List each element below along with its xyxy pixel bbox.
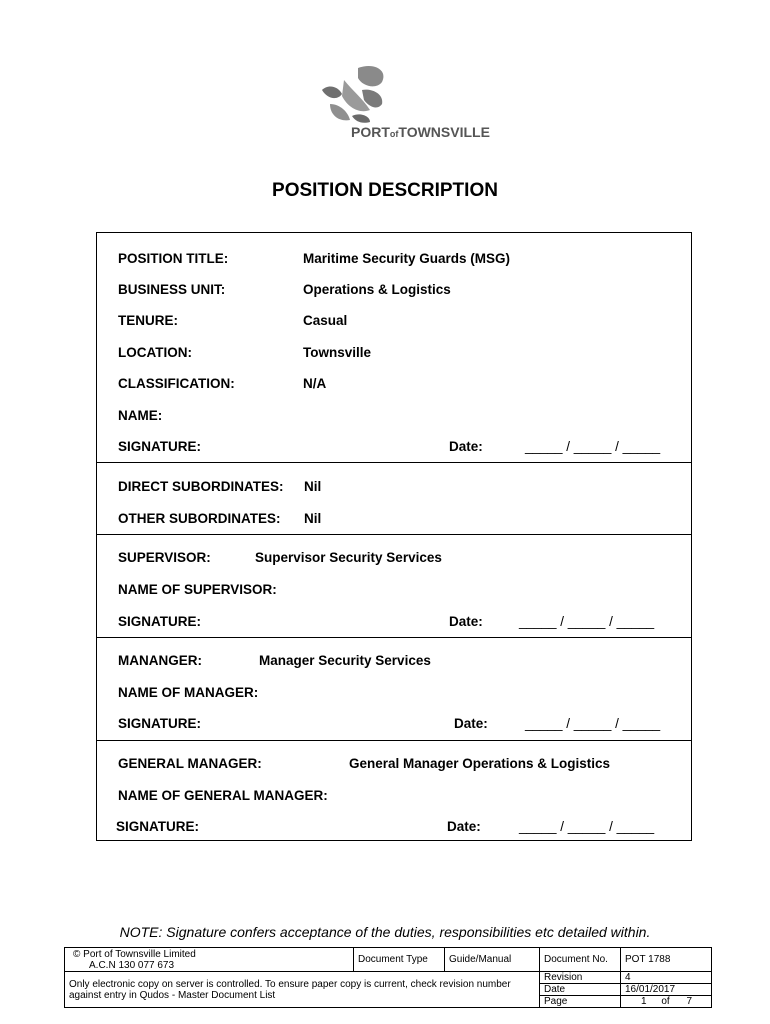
manager-signature-label: SIGNATURE: [118,716,201,731]
section-divider [97,637,691,638]
location-label: LOCATION: [118,345,192,360]
supervisor-label: SUPERVISOR: [118,550,211,565]
doc-no-label: Document No. [540,948,621,972]
general-manager-label: GENERAL MANAGER: [118,756,262,771]
date-label-footer: Date [540,984,621,996]
manager-date-blank: _____ / _____ / _____ [525,716,661,731]
logo-text-port: PORT [351,124,390,140]
signature-label: SIGNATURE: [118,439,201,454]
position-form [96,232,692,841]
gm-date-blank: _____ / _____ / _____ [519,819,655,834]
date-value-footer: 16/01/2017 [621,984,712,996]
direct-subordinates-label: DIRECT SUBORDINATES: [118,479,284,494]
general-manager-value: General Manager Operations & Logistics [349,756,611,771]
logo-text-townsville: TOWNSVILLE [398,124,490,140]
company-acn: A.C.N 130 077 673 [89,959,175,971]
revision-value: 4 [621,972,712,984]
name-label: NAME: [118,408,163,423]
signature-note: NOTE: Signature confers acceptance of the duties, responsibilities etc detailed within. [119,924,651,940]
business-unit-value: Operations & Logistics [303,282,451,297]
manager-value: Manager Security Services [259,653,431,668]
name-of-general-manager-label: NAME OF GENERAL MANAGER: [118,788,328,803]
location-value: Townsville [303,345,372,360]
classification-label: CLASSIFICATION: [118,376,235,391]
section-divider [97,534,691,535]
other-subordinates-label: OTHER SUBORDINATES: [118,511,281,526]
position-title-value: Maritime Security Guards (MSG) [303,251,511,266]
name-of-supervisor-label: NAME OF SUPERVISOR: [118,582,277,597]
page-total: 7 [686,996,693,1007]
control-note: Only electronic copy on server is controlled. To ensure paper copy is current, check revision number against entry in Qudos - Master Document List [65,972,540,1008]
position-title-label: POSITION TITLE: [118,251,229,266]
logo-wordmark [351,124,490,140]
supervisor-value: Supervisor Security Services [255,550,442,565]
name-of-manager-label: NAME OF MANAGER: [118,685,259,700]
manager-label: MANANGER: [118,653,202,668]
doc-no-value: POT 1788 [621,948,712,972]
supervisor-date-blank: _____ / _____ / _____ [519,614,655,629]
date-blank-field: _____ / _____ / _____ [525,439,661,454]
document-control-footer [64,947,712,1008]
company-cell [65,948,354,972]
page-current: 1 [641,996,647,1007]
section-divider [97,740,691,741]
date-label: Date: [449,439,483,454]
gm-signature-label: SIGNATURE: [116,819,199,834]
revision-label: Revision [540,972,621,984]
document-title: POSITION DESCRIPTION [272,180,498,201]
doc-type-value: Guide/Manual [445,948,540,972]
section-divider [97,462,691,463]
business-unit-label: BUSINESS UNIT: [118,282,226,297]
company-name: © Port of Townsville Limited [73,948,196,960]
gm-date-label: Date: [447,819,481,834]
logo-text-of: of [389,129,399,139]
classification-value: N/A [303,376,327,391]
supervisor-signature-label: SIGNATURE: [118,614,201,629]
tenure-value: Casual [303,313,348,328]
supervisor-date-label: Date: [449,614,483,629]
page-of: of [661,996,670,1007]
tenure-label: TENURE: [118,313,178,328]
direct-subordinates-value: Nil [304,479,322,494]
other-subordinates-value: Nil [304,511,322,526]
doc-type-label: Document Type [354,948,445,972]
page-value [621,996,712,1008]
page-label: Page [540,996,621,1008]
manager-date-label: Date: [454,716,488,731]
